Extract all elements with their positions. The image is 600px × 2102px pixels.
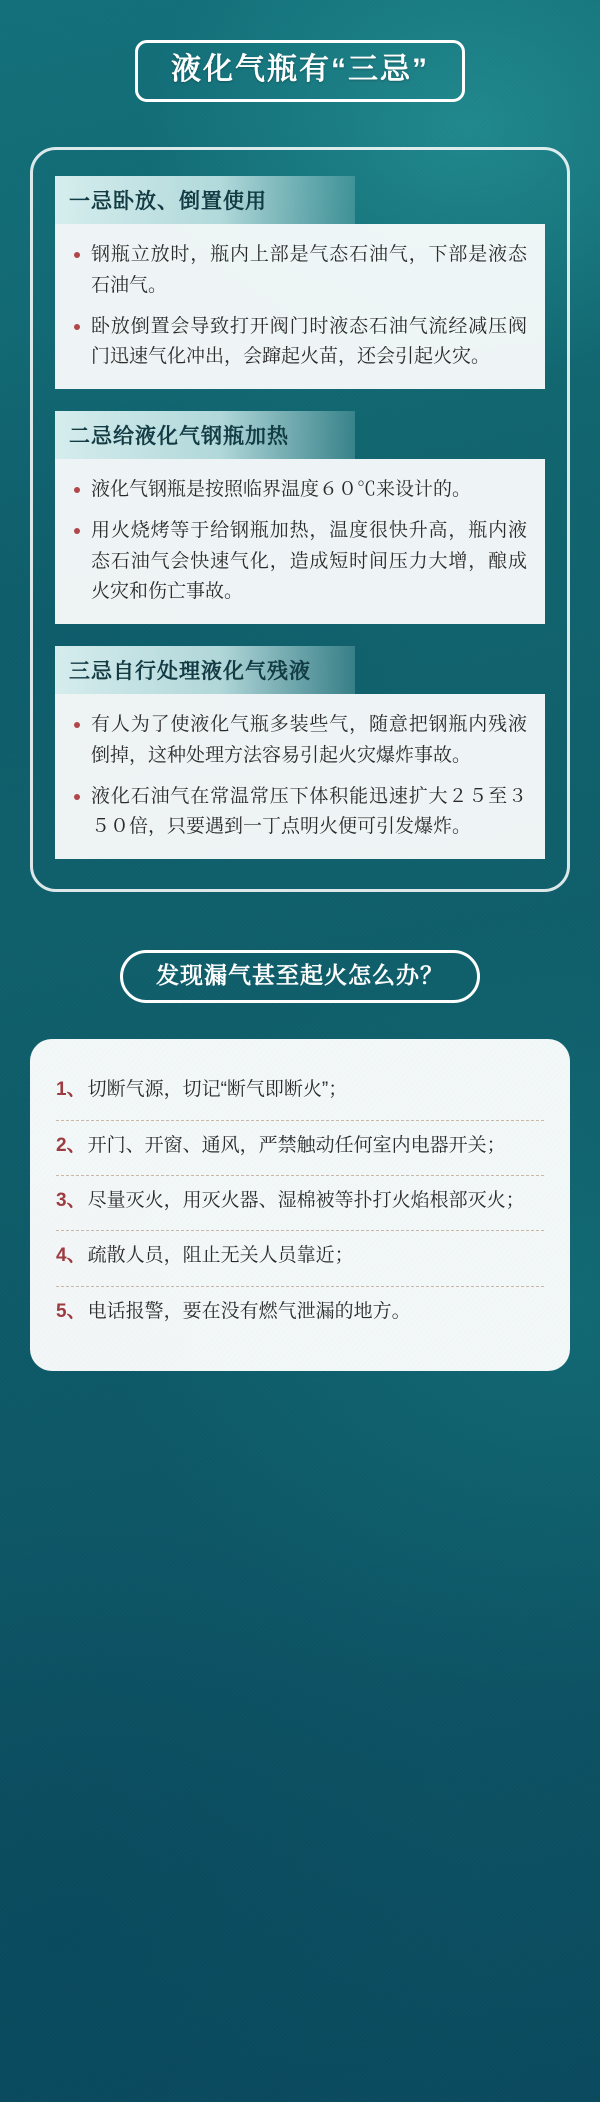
section-taboo-1	[55, 176, 545, 389]
step-text: 切断气源，切记“断气即断火”；	[87, 1079, 348, 1101]
list-item	[56, 1176, 544, 1231]
step-text: 电话报警，要在没有燃气泄漏的地方。	[87, 1300, 411, 1322]
step-text: 尽量灭火，用灭火器、湿棉被等扑打火焰根部灭火；	[87, 1189, 525, 1211]
section-heading: 一忌卧放、倒置使用	[55, 176, 355, 224]
section-subtitle: 发现漏气甚至起火怎么办？	[156, 962, 444, 989]
list-item: 用火烧烤等于给钢瓶加热，温度很快升高，瓶内液态石油气会快速气化，造成短时间压力大增，酿成火灾和伤亡事故。	[71, 516, 527, 608]
list-item: 卧放倒置会导致打开阀门时液态石油气流经减压阀门迅速气化冲出，会蹿起火苗，还会引起火灾。	[71, 312, 527, 374]
step-text: 开门、开窗、通风，严禁触动任何室内电器开关；	[87, 1134, 506, 1156]
section-body	[55, 224, 545, 389]
step-number: 4、	[56, 1245, 86, 1267]
list-item: 液化石油气在常温常压下体积能迅速扩大２５至３５０倍，只要遇到一丁点明火便可引发爆炸。	[71, 782, 527, 844]
section-taboo-3	[55, 646, 545, 859]
step-text: 疏散人员，阻止无关人员靠近；	[87, 1245, 354, 1267]
section-body	[55, 459, 545, 624]
list-item: 有人为了使液化气瓶多装些气，随意把钢瓶内残液倒掉，这种处理方法容易引起火灾爆炸事故。	[71, 710, 527, 772]
step-number: 3、	[56, 1189, 86, 1211]
section-heading: 二忌给液化气钢瓶加热	[55, 411, 355, 459]
list-item: 钢瓶立放时，瓶内上部是气态石油气，下部是液态石油气。	[71, 240, 527, 302]
page-title: 液化气瓶有“三忌”	[171, 53, 429, 86]
section-body	[55, 694, 545, 859]
step-number: 2、	[56, 1134, 86, 1156]
list-item: 液化气钢瓶是按照临界温度６０℃来设计的。	[71, 475, 527, 506]
title-block	[135, 40, 465, 102]
bullet-list	[71, 475, 527, 608]
title-frame	[135, 40, 465, 102]
taboos-card	[30, 147, 570, 892]
step-number: 5、	[56, 1300, 86, 1322]
steps-card	[30, 1039, 570, 1371]
bullet-list	[71, 710, 527, 843]
list-item	[56, 1065, 544, 1120]
step-number: 1、	[56, 1079, 86, 1101]
list-item	[56, 1287, 544, 1341]
bullet-list	[71, 240, 527, 373]
subtitle-frame	[120, 950, 480, 1003]
list-item	[56, 1231, 544, 1286]
subtitle-block	[120, 950, 480, 1003]
section-heading: 三忌自行处理液化气残液	[55, 646, 355, 694]
section-taboo-2	[55, 411, 545, 624]
list-item	[56, 1121, 544, 1176]
